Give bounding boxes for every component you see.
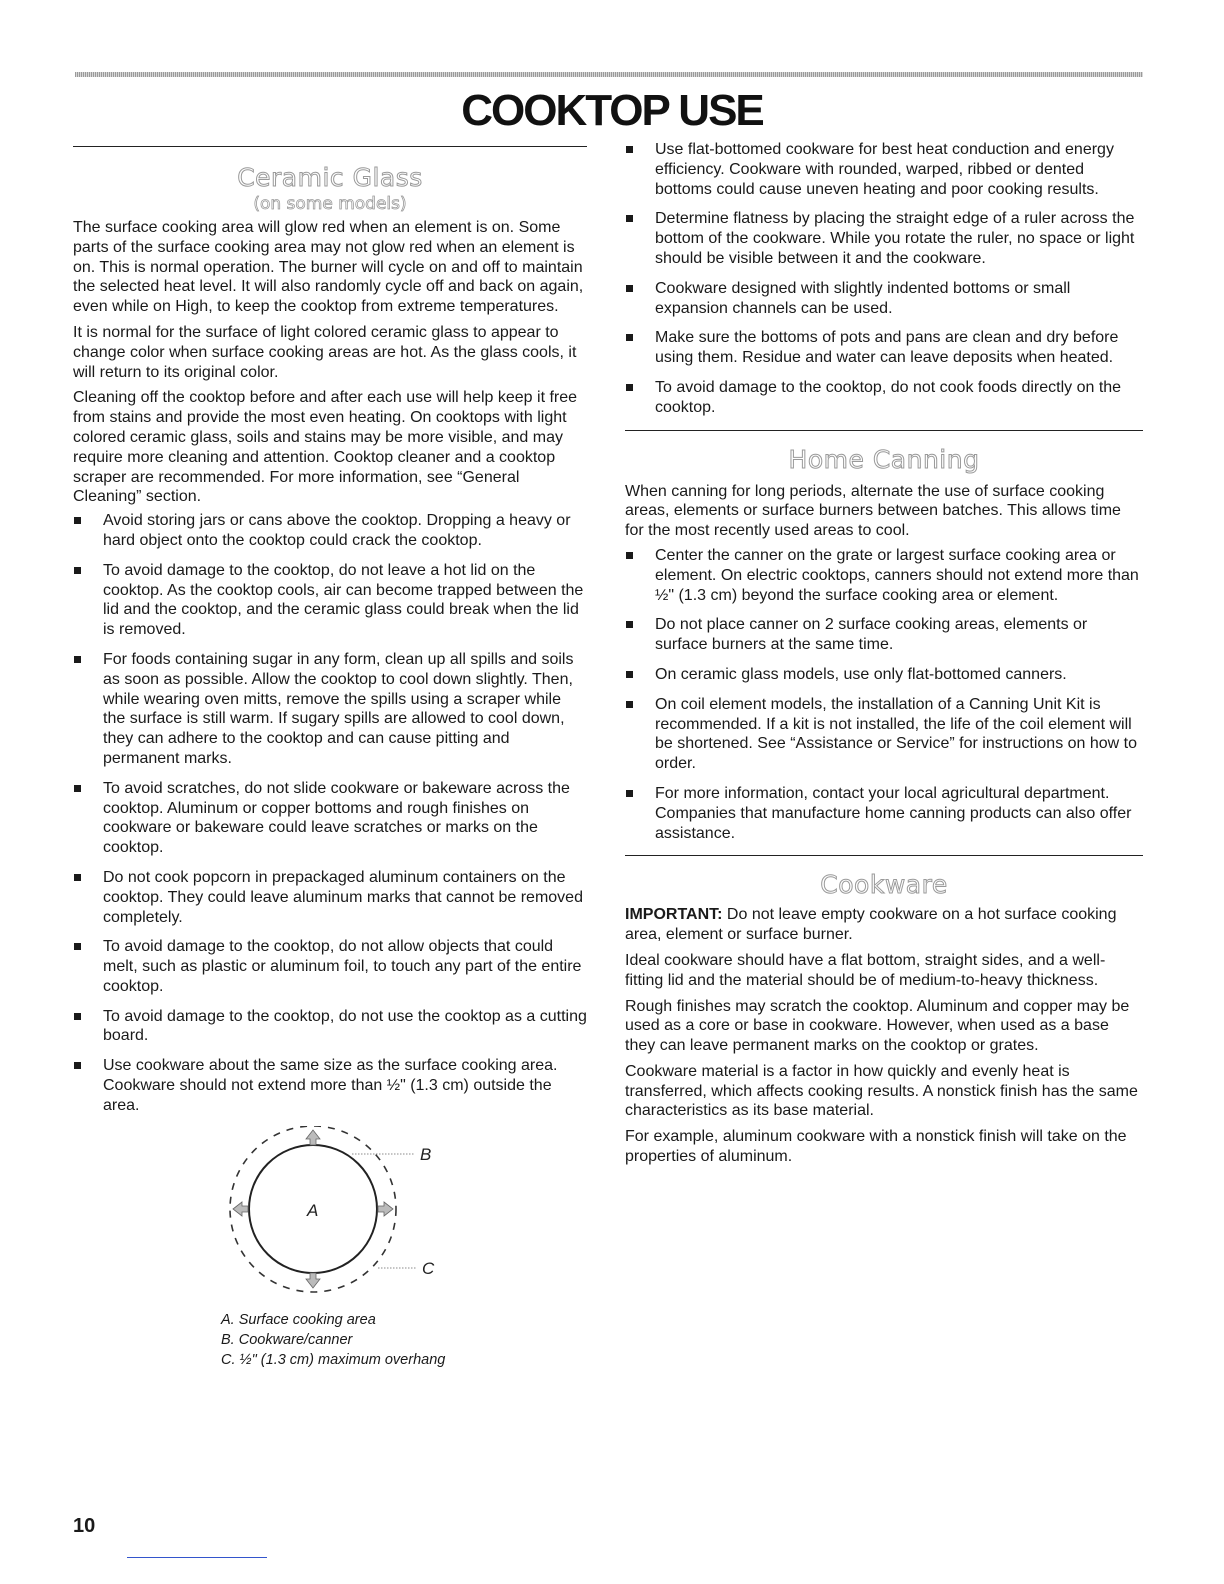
important-text: Do not leave empty cookware on a hot surface cooking area, element or surface burner. bbox=[625, 906, 1117, 944]
section-divider bbox=[73, 146, 587, 147]
list-item-text: Use cookware about the same size as the surface cooking area. Cookware should not extend more than ½" (1.3 cm) outside the area. bbox=[103, 1057, 558, 1114]
bottom-link-underline bbox=[127, 1557, 267, 1558]
list-item bbox=[73, 650, 587, 769]
bullet-square-icon bbox=[626, 146, 633, 153]
list-item-text: For more information, contact your local agricultural department. Companies that manufacture home canning products can also offer assistance. bbox=[655, 784, 1132, 842]
bullet-square-icon bbox=[626, 334, 633, 341]
cookware-flatness-bullet-list bbox=[625, 140, 1143, 418]
caption-line: A. Surface cooking area bbox=[221, 1311, 376, 1328]
canning-paragraph: When canning for long periods, alternate the use of surface cooking areas, elements or surface burners between batches. This allows time for the most recently used areas to cool. bbox=[625, 482, 1121, 540]
bullet-square-icon bbox=[626, 790, 633, 797]
list-item bbox=[73, 561, 587, 640]
ceramic-glass-subheading: (on some models) bbox=[253, 194, 407, 214]
list-item bbox=[73, 779, 587, 858]
bullet-square-icon bbox=[74, 656, 81, 663]
list-item-text: To avoid damage to the cooktop, do not use the cooktop as a cutting board. bbox=[103, 1007, 587, 1045]
ceramic-paragraph: Cleaning off the cooktop before and after each use will help keep it free from stains and provide the most even heating. On cooktops with light colored ceramic glass, soils and stains may be more visible, and may require more cleaning and attention. Cooktop cleaner and a cooktop scraper are recommended. For more information, see “General Cleaning” section. bbox=[73, 389, 578, 506]
list-item-text: On coil element models, the installation of a Canning Unit Kit is recommended. If a kit is not installed, the life of the coil element will be shortened. See “Assistance or Service” for instructions on how to order. bbox=[655, 695, 1138, 773]
list-item bbox=[625, 140, 1143, 199]
label-b: B bbox=[420, 1144, 432, 1164]
bullet-square-icon bbox=[74, 1062, 81, 1069]
ceramic-bullet-list bbox=[73, 511, 587, 1116]
caption-line: B. Cookware/canner bbox=[221, 1331, 353, 1348]
caption-line: C. ½" (1.3 cm) maximum overhang bbox=[221, 1351, 446, 1368]
list-item-text: To avoid damage to the cooktop, do not leave a hot lid on the cooktop. As the cooktop cools, air can become trapped between the lid and the cooktop, and the ceramic glass could break when the lid is removed. bbox=[103, 561, 584, 639]
bullet-square-icon bbox=[626, 701, 633, 708]
bullet-square-icon bbox=[626, 215, 633, 222]
list-item-text: To avoid scratches, do not slide cookware or bakeware across the cooktop. Aluminum or copper bottoms and rough finishes on cookware or bakeware could leave scratches or marks on the cooktop. bbox=[103, 779, 570, 857]
list-item bbox=[73, 511, 587, 551]
overhang-diagram-svg bbox=[73, 1126, 587, 1306]
bullet-square-icon bbox=[626, 671, 633, 678]
list-item-text: Center the canner on the grate or largest surface cooking area or element. On electric cooktops, canners should not extend more than ½" (1.3 cm) beyond the surface cooking area or element. bbox=[655, 546, 1139, 604]
list-item-text: On ceramic glass models, use only flat-bottomed canners. bbox=[655, 665, 1067, 683]
list-item bbox=[625, 279, 1143, 319]
bullet-square-icon bbox=[626, 552, 633, 559]
section-divider bbox=[625, 430, 1143, 431]
cookware-paragraph: For example, aluminum cookware with a nonstick finish will take on the properties of aluminum. bbox=[625, 1128, 1127, 1166]
top-decorative-rule bbox=[75, 72, 1143, 77]
list-item-text: Determine flatness by placing the straight edge of a ruler across the bottom of the cookware. While you rotate the ruler, no space or light should be visible between it and the cookware. bbox=[655, 210, 1135, 267]
bullet-square-icon bbox=[626, 384, 633, 391]
list-item-text: To avoid damage to the cooktop, do not allow objects that could melt, such as plastic or aluminum foil, to touch any part of the entire cooktop. bbox=[103, 938, 582, 995]
cookware-important-paragraph bbox=[625, 905, 1143, 945]
bullet-square-icon bbox=[74, 943, 81, 950]
list-item bbox=[625, 328, 1143, 368]
arrow-up-icon bbox=[306, 1130, 320, 1145]
ceramic-paragraph: The surface cooking area will glow red when an element is on. Some parts of the surface cooking area may not glow red when an element is on. This is normal operation. The burner will cycle on and off to maintain the selected heat level. It will also randomly cycle off and back on again, even while on High, to keep the cooktop from extreme temperatures. bbox=[73, 219, 584, 316]
bullet-square-icon bbox=[626, 285, 633, 292]
page-title: COOKTOP USE bbox=[461, 86, 763, 135]
list-item bbox=[625, 546, 1143, 605]
cookware-overhang-diagram bbox=[73, 1126, 587, 1306]
right-column bbox=[625, 140, 1143, 1173]
section-divider bbox=[625, 855, 1143, 856]
ceramic-glass-heading: Ceramic Glass bbox=[237, 163, 423, 192]
diagram-caption bbox=[73, 1310, 587, 1370]
bullet-square-icon bbox=[74, 567, 81, 574]
list-item bbox=[73, 937, 587, 996]
arrow-right-icon bbox=[378, 1202, 393, 1216]
list-item-text: Avoid storing jars or cans above the cooktop. Dropping a heavy or hard object onto the cooktop could crack the cooktop. bbox=[103, 512, 571, 549]
list-item bbox=[625, 784, 1143, 843]
label-a: A bbox=[307, 1200, 319, 1220]
cookware-paragraph: Cookware material is a factor in how quickly and evenly heat is transferred, which affects cooking results. A nonstick finish has the same characteristics as its base material. bbox=[625, 1062, 1138, 1120]
cookware-paragraph: Rough finishes may scratch the cooktop. Aluminum and copper may be used as a core or base in cookware. However, when used as a base they can leave permanent marks on the cooktop or grates. bbox=[625, 997, 1130, 1055]
bullet-square-icon bbox=[74, 785, 81, 792]
label-c: C bbox=[422, 1258, 435, 1278]
canning-bullet-list bbox=[625, 546, 1143, 843]
bullet-square-icon bbox=[74, 1013, 81, 1020]
ceramic-paragraph: It is normal for the surface of light colored ceramic glass to appear to change color when surface cooking areas are hot. As the glass cools, it will return to its original color. bbox=[73, 323, 577, 381]
list-item-text: Do not cook popcorn in prepackaged aluminum containers on the cooktop. They could leave aluminum marks that cannot be removed completely. bbox=[103, 868, 583, 926]
page-number: 10 bbox=[73, 1515, 96, 1537]
list-item bbox=[625, 695, 1143, 774]
list-item-text: To avoid damage to the cooktop, do not cook foods directly on the cooktop. bbox=[655, 378, 1122, 416]
bullet-square-icon bbox=[74, 517, 81, 524]
arrow-left-icon bbox=[233, 1202, 248, 1216]
arrow-down-icon bbox=[306, 1273, 320, 1288]
list-item bbox=[73, 1056, 587, 1115]
list-item-text: Make sure the bottoms of pots and pans are clean and dry before using them. Residue and water can leave deposits when heated. bbox=[655, 329, 1119, 367]
list-item bbox=[625, 615, 1143, 655]
list-item-text: Cookware designed with slightly indented bottoms or small expansion channels can be used. bbox=[655, 279, 1071, 317]
list-item bbox=[625, 665, 1143, 685]
home-canning-heading: Home Canning bbox=[788, 444, 980, 474]
cookware-paragraph: Ideal cookware should have a flat bottom, straight sides, and a well-fitting lid and the material should be of medium-to-heavy thickness. bbox=[625, 951, 1106, 989]
list-item bbox=[625, 209, 1143, 268]
important-label: IMPORTANT: bbox=[625, 906, 723, 924]
left-column bbox=[73, 140, 587, 1370]
list-item bbox=[625, 378, 1143, 418]
bullet-square-icon bbox=[74, 874, 81, 881]
list-item bbox=[73, 1007, 587, 1047]
list-item bbox=[73, 868, 587, 927]
cookware-heading: Cookware bbox=[820, 870, 948, 900]
list-item-text: Use flat-bottomed cookware for best heat conduction and energy efficiency. Cookware with rounded, warped, ribbed or dented bottoms could cause uneven heating and poor cooking results. bbox=[655, 141, 1114, 198]
bullet-square-icon bbox=[626, 621, 633, 628]
list-item-text: Do not place canner on 2 surface cooking areas, elements or surface burners at the same time. bbox=[655, 616, 1088, 654]
list-item-text: For foods containing sugar in any form, clean up all spills and soils as soon as possible. Allow the cooktop to cool down slightly. Then, while wearing oven mitts, remove the spills using a scraper while the surface is still warm. If sugary spills are allowed to cool down, they can adhere to the cooktop and can cause pitting and permanent marks. bbox=[103, 650, 574, 767]
